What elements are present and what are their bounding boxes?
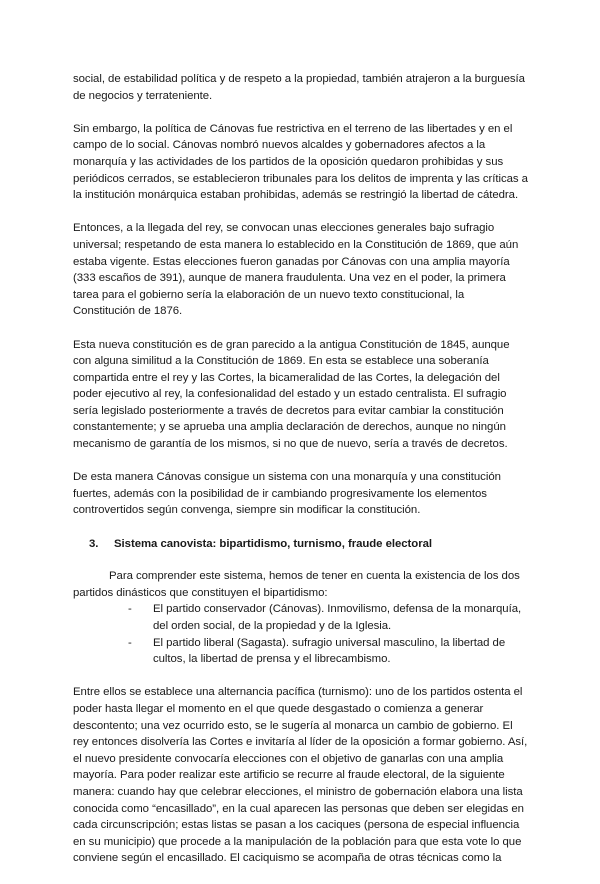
list-dash: - — [128, 603, 132, 616]
section-number: 3. — [89, 537, 99, 550]
list-dash: - — [128, 636, 132, 649]
paragraph-2: Sin embargo, la política de Cánovas fue restrictiva en el terreno de las libertades y en el campo de lo social. Cánovas nombró nuevos alcaldes y gobernadores afectos a la monarquía y las actividades de los partidos de la oposición quedaron prohibidas y sus periódicos cerrados, se establecieron tribunales para los delitos de imprenta y las críticas a la institución monárquica estaban prohibidas, además se restringió la libertad de cátedra. — [73, 122, 528, 202]
list-item-text: El partido conservador (Cánovas). Inmovilismo, defensa de la monarquía, del orden social, de la propiedad y de la Iglesia. — [153, 603, 522, 632]
list-item-text: El partido liberal (Sagasta). sufragio universal masculino, la libertad de cultos, la libertad de prensa y el librecambismo. — [153, 636, 506, 666]
intro-paragraph: Para comprender este sistema, hemos de tener en cuenta la existencia de los dos partidos dinásticos que constituyen el bipartidismo: — [73, 570, 520, 599]
section-title: Sistema canovista: bipartidismo, turnismo, fraude electoral — [114, 537, 432, 550]
section-heading — [73, 536, 529, 553]
document-page — [73, 71, 529, 884]
paragraph-4: Esta nueva constitución es de gran parecido a la antigua Constitución de 1845, aunque con alguna similitud a la Constitución de 1869. En esta se establece una soberanía compartida entre el rey y las Cortes, la bicameralidad de las Cortes, la delegación del poder ejecutivo al rey, la confesionalidad del estado y un estado centralista. El sufragio sería legislado posteriormente a través de decretos para evitar cambiar la constitución constantemente; y se aprueba una amplia declaración de derechos, aunque no ningún mecanismo de garantía de los mismos, si no que de nuevo, sería a través de decretos. — [73, 338, 510, 451]
paragraph-5: De esta manera Cánovas consigue un sistema con una monarquía y una constitución fuertes, además con la posibilidad de ir cambiando progresivamente los elementos controvertidos según convenga, siempre sin modificar la constitución. — [73, 471, 501, 517]
party-list — [73, 601, 529, 667]
closing-paragraph: Entre ellos se establece una alternancia pacífica (turnismo): uno de los partidos ostenta el poder hasta llegar el momento en el que quede desgastado o comienza a generar descontento; una vez ocurrido esto, se le sugería al monarca un cambio de gobierno. El rey entonces disolvería las Cortes e invitaría al líder de la oposición a formar gobierno. Así, el nuevo presidente convocaría elecciones con el objetivo de ganarlas con una amplia mayoría. Para poder realizar este artificio se recurre al fraude electoral, de la siguiente manera: cuando hay que celebrar elecciones, el ministro de gobernación elabora una lista conocida como “encasillado”, en la cual aparecen las personas que deben ser elegidas en cada circunscripción; estas listas se pasan a los caciques (persona de especial influencia en su municipio) que procede a la manipulación de la población para que esta vote lo que conviene según el encasillado. El caciquismo se acompaña de otras técnicas como la — [73, 686, 528, 865]
list-item — [73, 601, 529, 634]
paragraph-1: social, de estabilidad política y de respeto a la propiedad, también atrajeron a la burguesía de negocios y terrateniente. — [73, 73, 525, 102]
paragraph-3: Entonces, a la llegada del rey, se convocan unas elecciones generales bajo sufragio universal; respetando de esta manera lo establecido en la Constitución de 1869, que aún estaba vigente. Estas elecciones fueron ganadas por Cánovas con una amplia mayoría (333 escaños de 391), aunque de manera fraudulenta. Una vez en el poder, la primera tarea para el gobierno sería la elaboración de un nuevo texto constitucional, la Constitución de 1876. — [73, 222, 519, 318]
list-item — [73, 635, 529, 668]
